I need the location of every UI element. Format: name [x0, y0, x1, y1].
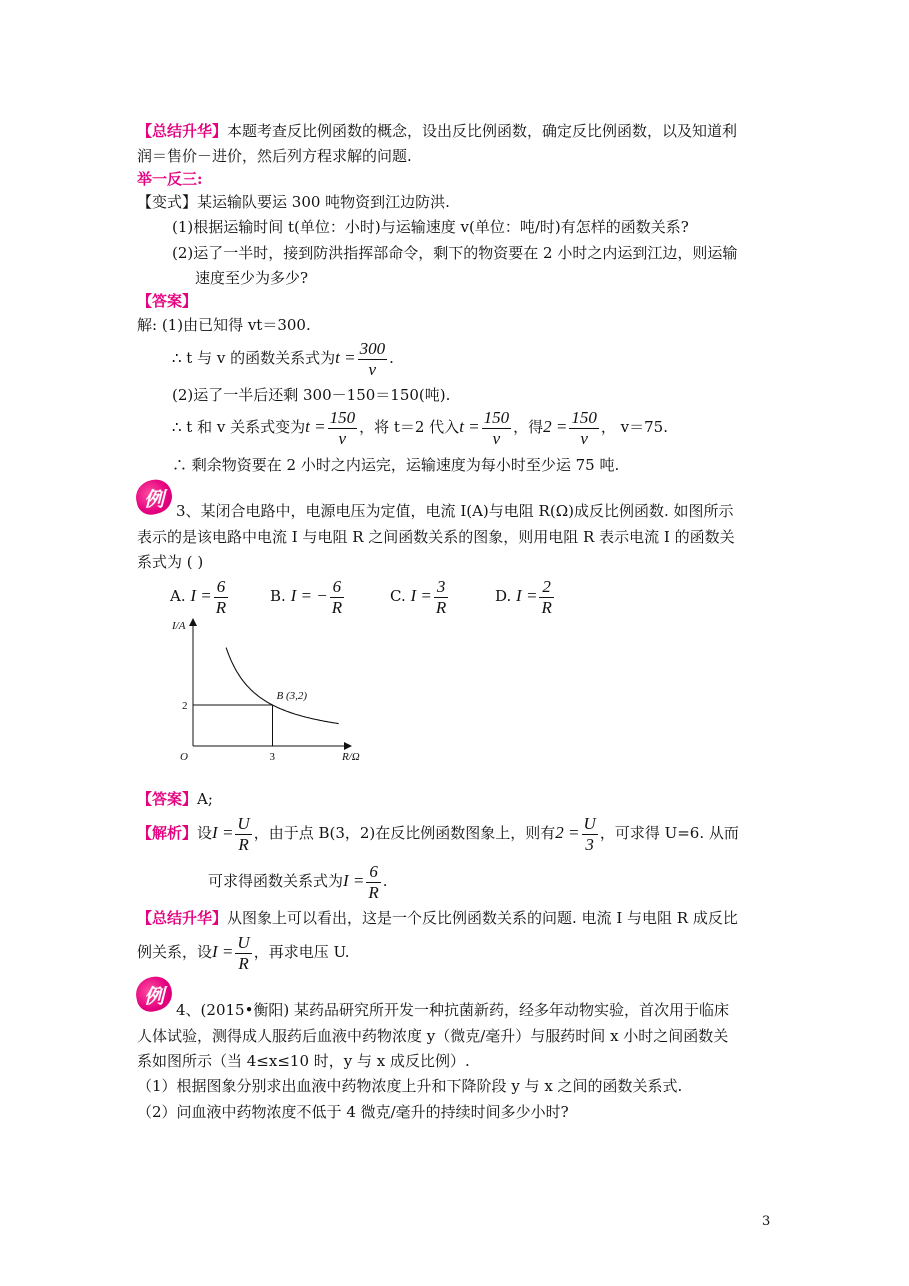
example-badge-icon: [133, 477, 175, 518]
answer-text: A;: [197, 790, 213, 808]
fraction-denominator: v: [580, 428, 588, 448]
example4-q1: （1）根据图象分别求出血液中药物浓度上升和下降阶段 y 与 x 之间的函数关系式.: [137, 1077, 683, 1095]
analysis-line2-end: .: [382, 872, 388, 890]
formula-lhs: t =: [335, 348, 356, 367]
summary-text-end: ，再求电压 U.: [253, 943, 350, 961]
fraction: [582, 814, 598, 855]
option-label: B.: [270, 587, 286, 605]
example-badge-label: 例: [144, 983, 164, 1008]
analysis-text-end: ，可求得 U=6. 从而: [599, 824, 739, 842]
option-b: [270, 574, 390, 618]
fraction-denominator: R: [435, 597, 447, 617]
example-badge-icon: [133, 974, 175, 1015]
formula-lhs: I =: [212, 823, 234, 842]
y-tick-label: 2: [182, 700, 188, 712]
answer-line5: ∴ 剩余物资要在 2 小时之内运完，运输速度为每小时至少运 75 吨.: [172, 456, 620, 474]
answer-line4-end: ， v＝75.: [600, 418, 668, 436]
options-row: [170, 574, 595, 618]
summary2-line1: [137, 907, 738, 929]
formula-lhs: I =: [343, 871, 365, 890]
option-label: D.: [495, 587, 512, 605]
analysis-line1: [137, 810, 739, 856]
fraction: [235, 933, 251, 974]
fraction-denominator: v: [368, 359, 377, 379]
inverse-function-graph: [170, 615, 370, 765]
fraction-denominator: v: [492, 428, 501, 448]
analysis-tag: 【解析】: [137, 824, 198, 842]
fraction: [434, 577, 448, 618]
fraction-denominator: 3: [585, 834, 594, 854]
fraction-numerator: U: [583, 813, 596, 833]
option-d: [495, 574, 595, 618]
formula-lhs: I =: [190, 586, 212, 605]
fraction: [214, 577, 228, 618]
formula-lhs: I =: [410, 586, 432, 605]
analysis-text: 设: [197, 824, 213, 842]
fraction-numerator: 3: [434, 577, 448, 598]
answer-tag: 【答案】: [137, 790, 198, 808]
example3-line2: 表示的是该电路中电流 I 与电阻 R 之间函数关系的图象，则用电阻 R 表示电流 I 的函数关: [137, 528, 735, 546]
example3-line3: 系式为 ( ): [137, 553, 204, 571]
example4-q2: （2）问血液中药物浓度不低于 4 微克/毫升的持续时间多少小时?: [137, 1103, 569, 1121]
answer2: [137, 788, 213, 810]
example3-line1: 3、某闭合电路中，电源电压为定值，电流 I(A)与电阻 R(Ω)成反比例函数. 如图所示: [176, 502, 734, 520]
answer-line2: [172, 336, 394, 380]
summary-text: 从图象上可以看出，这是一个反比例函数关系的问题. 电流 I 与电阻 R 成反比: [227, 909, 738, 927]
variant-text: 某运输队要运 300 吨物资到江边防洪.: [197, 193, 450, 211]
fraction-numerator: U: [237, 932, 250, 952]
answer-tag: 【答案】: [137, 292, 198, 310]
summary2-line2: [137, 929, 350, 975]
x-tick-label: 3: [269, 751, 275, 763]
analysis-line2: [208, 858, 388, 904]
fraction-denominator: R: [368, 882, 379, 902]
example4-line3: 系如图所示（当 4≤x≤10 时，y 与 x 成反比例）.: [137, 1052, 470, 1070]
formula-lhs: 2 =: [543, 417, 568, 436]
hyperbola-curve: [226, 648, 339, 724]
fraction-numerator: 6: [330, 577, 344, 598]
fraction-numerator: 2: [539, 577, 553, 598]
fraction-numerator: 150: [571, 407, 597, 427]
variant-question: [137, 191, 450, 213]
formula-lhs: t =: [305, 417, 326, 436]
example4-line2: 人体试验，测得成人服药后血液中药物浓度 y（微克/毫升）与服药时间 x 小时之间函数关: [137, 1027, 729, 1045]
answer-line1: 解: (1)由已知得 vt＝300.: [137, 316, 311, 334]
fraction: [482, 408, 512, 449]
summary-text: 本题考查反比例函数的概念，设出反比例函数，确定反比例函数，以及知道利: [227, 122, 738, 140]
point-label: B (3,2): [276, 690, 308, 702]
fraction: [330, 577, 344, 618]
fraction-denominator: R: [215, 597, 227, 617]
formula-lhs: I = −: [290, 586, 328, 605]
answer-line2-end: .: [389, 349, 394, 367]
answer-line2-text: ∴ t 与 v 的函数关系式为: [172, 349, 336, 367]
fraction: [366, 862, 380, 903]
summary-tag: 【总结升华】: [137, 909, 228, 927]
example4-line1: 4、(2015•衡阳) 某药品研究所开发一种抗菌新药，经多年动物实验，首次用于临床: [176, 1001, 730, 1019]
variant-tag: 【变式】: [137, 193, 198, 211]
option-label: C.: [390, 587, 406, 605]
answer-line4-mid: ，将 t＝2 代入: [359, 418, 460, 436]
fraction-numerator: U: [237, 813, 250, 833]
x-axis-label: R/Ω: [342, 751, 360, 763]
fraction-denominator: v: [338, 428, 347, 448]
fraction-denominator: R: [238, 953, 249, 973]
summary-text-line2: 例关系，设: [137, 943, 213, 961]
variant-q1: (1)根据运输时间 t(单位：小时)与运输速度 v(单位：吨/时)有怎样的函数关系?: [172, 218, 689, 236]
fraction: [358, 339, 388, 380]
page-number: 3: [762, 1214, 771, 1229]
fraction-denominator: R: [331, 597, 343, 617]
answer-line4-text: ∴ t 和 v 关系式变为: [172, 418, 306, 436]
option-a: [170, 574, 270, 618]
formula-lhs: I =: [212, 942, 234, 961]
answer-line4: [172, 405, 668, 449]
fraction-denominator: R: [541, 597, 552, 617]
option-label: A.: [170, 587, 186, 605]
analysis-line2-text: 可求得函数关系式为: [208, 872, 344, 890]
fraction: [328, 408, 358, 449]
fraction: [235, 814, 251, 855]
summary-paragraph: [137, 120, 737, 142]
answer-line4-mid2: ，得: [513, 418, 544, 436]
analysis-text-mid: ，由于点 B(3，2)在反比例函数图象上，则有: [253, 824, 556, 842]
summary-tag: 【总结升华】: [137, 122, 228, 140]
summary-text-line2: 润＝售价－进价，然后列方程求解的问题.: [137, 147, 412, 165]
fraction-numerator: 300: [359, 338, 386, 358]
fraction-denominator: R: [238, 834, 249, 854]
answer-line3: (2)运了一半后还剩 300－150＝150(吨).: [172, 386, 451, 404]
origin-label: O: [180, 751, 188, 763]
fraction-numerator: 150: [483, 407, 510, 427]
practice-title: 举一反三:: [137, 170, 203, 188]
formula-lhs: 2 =: [555, 823, 580, 842]
example-badge-label: 例: [144, 486, 164, 511]
fraction: [539, 577, 553, 618]
y-axis-label: I/A: [172, 620, 186, 632]
fraction-numerator: 6: [366, 862, 380, 883]
fraction-numerator: 6: [214, 577, 228, 598]
fraction: [569, 408, 599, 449]
option-c: [390, 574, 495, 618]
formula-lhs: t =: [459, 417, 480, 436]
fraction-numerator: 150: [329, 407, 356, 427]
formula-lhs: I =: [516, 586, 538, 605]
variant-q2-line1: (2)运了一半时，接到防洪指挥部命令，剩下的物资要在 2 小时之内运到江边，则运输: [172, 244, 738, 262]
variant-q2-line2: 速度至少为多少?: [195, 269, 309, 287]
